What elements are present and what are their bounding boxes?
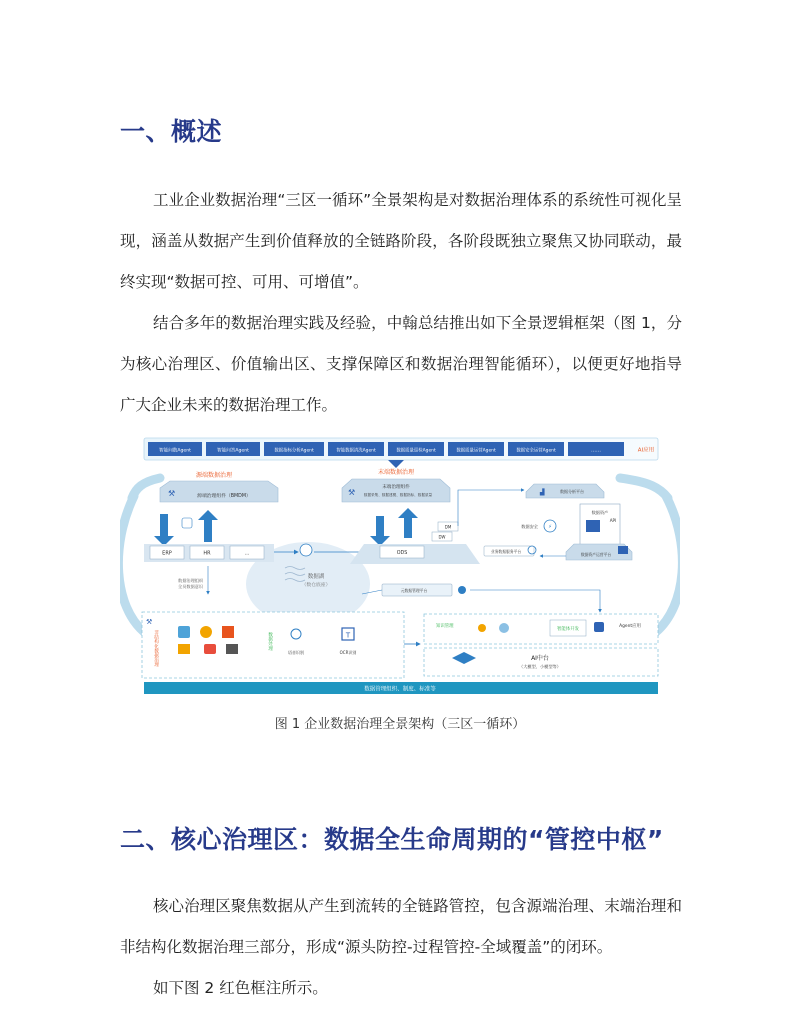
shield-icon: ⚡ (548, 524, 552, 530)
system-label: HR (203, 550, 211, 557)
knowledge-label: 知识管理 (436, 624, 454, 629)
tool-icon: ⚒ (168, 489, 176, 498)
data-security-label: 数据安全 (521, 524, 538, 529)
chart-icon: ▟ (540, 489, 545, 496)
agent-band (144, 438, 658, 460)
ops-platform-label: 数据资产运营平台 (580, 552, 612, 557)
agent-app-label: Agent应用 (619, 624, 641, 629)
agent-label: 数据质量运营Agent (456, 448, 496, 454)
ai-platform (424, 614, 658, 676)
governance-note: 数据治理组织 (178, 578, 204, 583)
lake-sub-label: （数仓底座） (301, 583, 331, 588)
agent-label: 数据安全运营Agent (516, 448, 556, 454)
robot-icon (594, 622, 604, 632)
figure-caption: 图 1 企业数据治理全景架构（三区一循环） (274, 717, 526, 732)
ai-middle-label: AI中台 (531, 655, 549, 662)
source-title: 源端数据治理 (195, 472, 233, 479)
unstructured-governance (142, 612, 420, 678)
data-asset-label: 数据资产 (591, 510, 609, 515)
ai-middle-sub-label: （大模型、小模型等） (519, 664, 561, 669)
end-title: 末端数据治理 (377, 469, 415, 476)
paragraph: 结合多年的数据治理实践及经验，中翰总结推出如下全景逻辑框架（图 1，分为核心治理区、价值输出区、支撑保障区和数据治理智能循环），以便更好地指导广大企业未来的数据治理工作。 (120, 314, 682, 414)
system-label: ERP (162, 550, 172, 557)
service-platform-label: 业务数据服务平台 (490, 549, 522, 554)
agent-label: 智能问答Agent (217, 448, 249, 454)
agent-label: 智能问数Agent (159, 448, 191, 454)
section-heading-core: 二、核心治理区：数据全生命周期的“管控中枢” (120, 825, 664, 854)
end-items-label: 数据采集、数据建模、数据指标、数据质量 (363, 493, 433, 497)
tool-icon: ⚒ (146, 618, 153, 626)
ocr-label: OCR识别 (339, 650, 357, 655)
unstructured-title: 非结构化数据治理 (153, 630, 159, 667)
paragraph: 核心治理区聚焦数据从产生到流转的全链路管控，包含源端治理、末端治理和非结构化数据治理三部分，形成“源头防控-过程管控-全域覆盖”的闭环。 (120, 897, 682, 956)
ai-app-label: AI应用 (637, 447, 655, 454)
agent-label: 数据指标分析Agent (274, 448, 314, 454)
analysis-platform-label: 数据分析平台 (560, 489, 584, 494)
agent-label: 数据质量巡检Agent (396, 448, 436, 454)
smart-dev-label: 智能体开发 (557, 627, 579, 632)
end-platform-label: 末端治理组件 (382, 485, 410, 490)
source-platform-label: 源端治理组件（BMDM） (197, 494, 251, 499)
architecture-figure (120, 436, 680, 698)
share-icon (458, 586, 466, 594)
governance-note: 全员数据意识 (178, 584, 204, 589)
ocr-icon: T (345, 631, 351, 640)
bottom-bar-label: 数据管理组织、制度、标准等 (364, 686, 436, 693)
paragraph: 工业企业数据治理“三区一循环”全景架构是对数据治理体系的系统性可视化呈现，涵盖从数据产生到价值释放的全链路阶段，各阶段既独立聚焦又协同联动，最终实现“数据可控、可用、可增值”。 (120, 191, 682, 291)
system-label: … (244, 550, 250, 557)
metadata-platform-label: 元数据管理平台 (400, 588, 428, 593)
paragraph: 如下图 2 红色框注所示。 (153, 979, 328, 997)
ods-label: ODS (396, 551, 408, 556)
api-label: API (609, 518, 617, 523)
dm-label: DM (444, 524, 452, 530)
tool-icon: ⚒ (348, 488, 356, 497)
lake-label: 数据湖 (307, 574, 325, 580)
data-processing-label: 数据处理 (267, 632, 273, 651)
section-heading-overview: 一、概述 (120, 117, 223, 146)
agent-label: 智能数据清洗Agent (336, 448, 376, 454)
agent-label: …… (591, 447, 601, 454)
dw-label: DW (438, 534, 446, 540)
speech-label: 语音识别 (288, 650, 304, 655)
